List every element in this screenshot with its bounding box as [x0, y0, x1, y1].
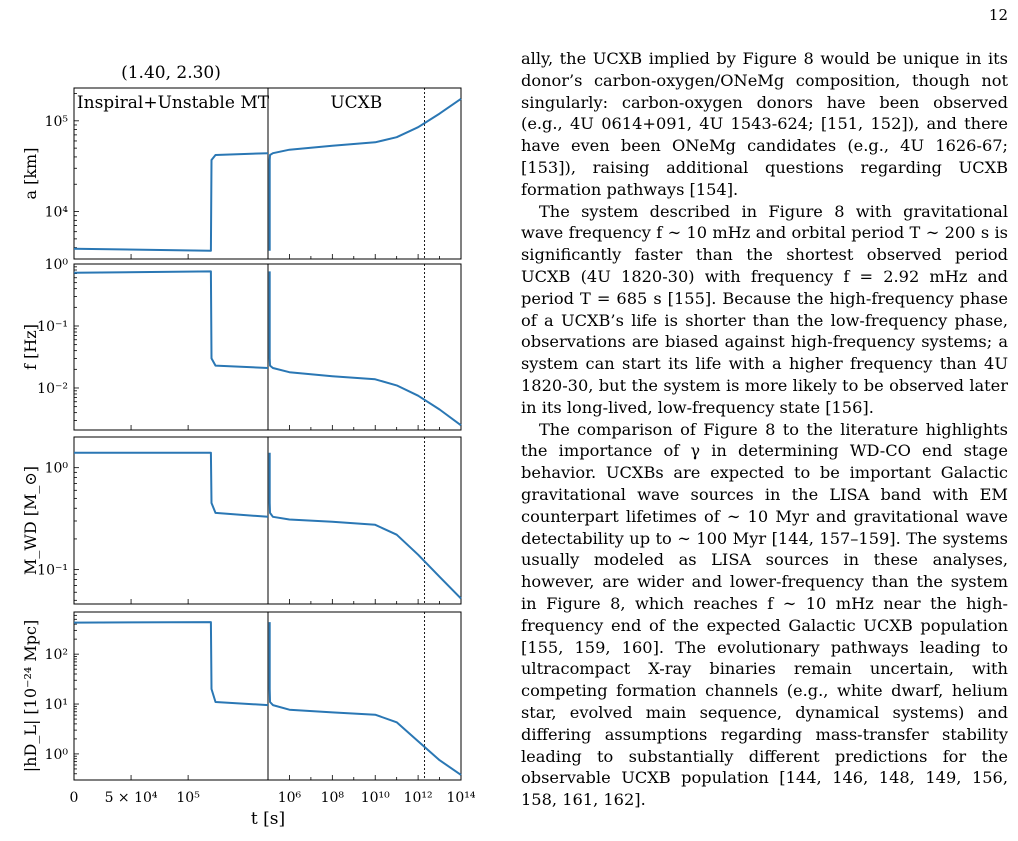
- y-tick-label: 10⁵: [44, 113, 68, 130]
- page-number: 12: [988, 6, 1008, 24]
- series-line-right: [270, 453, 461, 599]
- y-tick-label: 10⁻¹: [37, 562, 68, 579]
- x-tick-label: 10⁸: [320, 790, 345, 806]
- y-tick-label: 10⁰: [44, 257, 68, 273]
- x-axis-label: t [s]: [250, 809, 286, 829]
- y-tick-label: 10⁰: [44, 746, 68, 763]
- series-line-left: [74, 153, 268, 251]
- series-line-left: [74, 271, 268, 368]
- subplot-1: [21, 88, 461, 259]
- x-tick-label: 10⁶: [277, 790, 302, 806]
- series-line-right: [270, 99, 461, 251]
- series-line-right: [270, 622, 461, 775]
- body-text: [521, 48, 1008, 811]
- series-line-right: [270, 271, 461, 425]
- phase-label-right: UCXB: [330, 93, 383, 113]
- paragraph: ally, the UCXB implied by Figure 8 would be unique in its donor’s carbon-oxygen/ONeMg composition, though not singularly: carbon-oxygen donors have been observed (e.g., 4U 0614+091, 4U 1543-624; [151, 152]), and there have even been ONeMg candidates (e.g., 4U 1626-67; [153]), raising additional questions regarding UCXB formation pathways [154].: [521, 49, 1008, 199]
- series-line-left: [74, 622, 268, 705]
- figure-title: (1.40, 2.30): [121, 63, 221, 83]
- y-tick-label: 10⁻²: [37, 380, 68, 397]
- paragraph: The system described in Figure 8 with gravitational wave frequency f ∼ 10 mHz and orbital period T ∼ 200 s is significantly faster than the shortest observed period UCXB (4U 1820-30) with frequency f = 2.92 mHz and period T = 685 s [155]. Because the high-frequency phase of a UCXB’s life is shorter than the low-frequency phase, observations are biased against high-frequency systems; a system can start its life with a higher frequency than 4U 1820-30, but the system is more likely to be observed later in its long-lived, low-frequency state [156].: [521, 201, 1008, 417]
- series-line-left: [74, 453, 268, 517]
- y-tick-label: 10¹: [44, 697, 68, 714]
- y-axis-label: f [Hz]: [21, 324, 40, 370]
- x-tick-label: 10¹²: [403, 790, 433, 806]
- figure-8: [0, 0, 480, 841]
- subplot-3: [21, 437, 461, 604]
- x-tick-label: 10¹⁴: [446, 790, 476, 806]
- y-tick-label: 10²: [44, 647, 68, 664]
- y-tick-label: 10⁻¹: [37, 318, 68, 335]
- x-tick-label: 5 × 10⁴: [104, 790, 158, 806]
- y-axis-label: |hD_L| [10⁻²⁴ Mpc]: [21, 619, 40, 773]
- subplot-4: [21, 612, 461, 780]
- y-tick-label: 10⁴: [44, 204, 68, 221]
- y-axis-label: M_WD [M_⊙]: [21, 465, 40, 576]
- y-axis-label: a [km]: [21, 147, 40, 200]
- subplot-2: [21, 257, 461, 430]
- y-tick-label: 10⁰: [44, 460, 68, 477]
- figure-plot-area: [0, 0, 480, 841]
- x-tick-label: 10⁵: [176, 790, 200, 806]
- x-tick-label: 10¹⁰: [360, 790, 390, 806]
- paragraph: The comparison of Figure 8 to the literature highlights the importance of γ in determining WD-CO end stage behavior. UCXBs are expected to be important Galactic gravitational wave sources in the LISA band with EM counterpart lifetimes of ∼ 10 Myr and gravitational wave detectability up to ∼ 100 Myr [144, 157–159]. The systems usually modeled as LISA sources in these analyses, however, are wider and lower-frequency than the system in Figure 8, which reaches f ∼ 10 mHz near the high-frequency end of the expected Galactic UCXB population [155, 159, 160]. The evolutionary pathways leading to ultracompact X-ray binaries remain uncertain, with competing formation channels (e.g., white dwarf, helium star, evolved main sequence, dynamical systems) and differing assumptions regarding mass-transfer stability leading to substantially different predictions for the observable UCXB population [144, 146, 148, 149, 156, 158, 161, 162].: [521, 419, 1008, 810]
- phase-label-left: Inspiral+Unstable MT: [76, 93, 270, 113]
- x-tick-label: 0: [69, 790, 79, 806]
